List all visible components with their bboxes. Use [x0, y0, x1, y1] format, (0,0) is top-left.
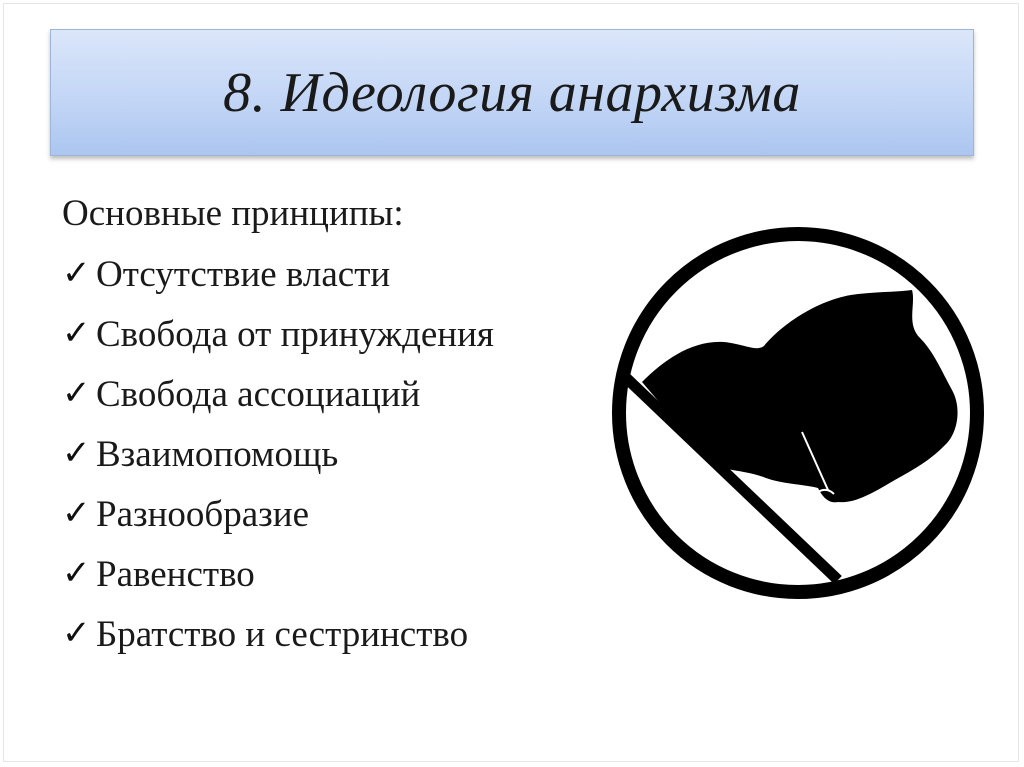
principle-label: Свобода ассоциаций — [96, 373, 421, 415]
checkmark-icon: ✓ — [62, 315, 91, 352]
list-item — [62, 244, 622, 304]
list-item — [62, 484, 622, 544]
list-item — [62, 364, 622, 424]
title-box — [50, 29, 974, 156]
principle-label: Разнообразие — [96, 493, 310, 535]
principle-label: Братство и сестринство — [96, 613, 469, 655]
checkmark-icon: ✓ — [62, 555, 91, 592]
principles-list — [62, 244, 622, 664]
principle-label: Отсутствие власти — [96, 253, 391, 295]
checkmark-icon: ✓ — [62, 435, 91, 472]
anarchist-black-flag-in-circle-icon — [606, 220, 990, 606]
checkmark-icon: ✓ — [62, 255, 91, 292]
list-item — [62, 424, 622, 484]
checkmark-icon: ✓ — [62, 615, 91, 652]
list-item — [62, 304, 622, 364]
emblem-flag — [642, 290, 958, 502]
list-item — [62, 604, 622, 664]
principle-label: Свобода от принуждения — [96, 313, 494, 355]
list-item — [62, 544, 622, 604]
checkmark-icon: ✓ — [62, 495, 91, 532]
checkmark-icon: ✓ — [62, 375, 91, 412]
slide-title: 8. Идеология анархизма — [223, 61, 801, 124]
content-area — [62, 184, 622, 664]
principle-label: Взаимопомощь — [96, 433, 339, 475]
principle-label: Равенство — [96, 553, 255, 595]
principles-heading: Основные принципы: — [62, 193, 404, 234]
